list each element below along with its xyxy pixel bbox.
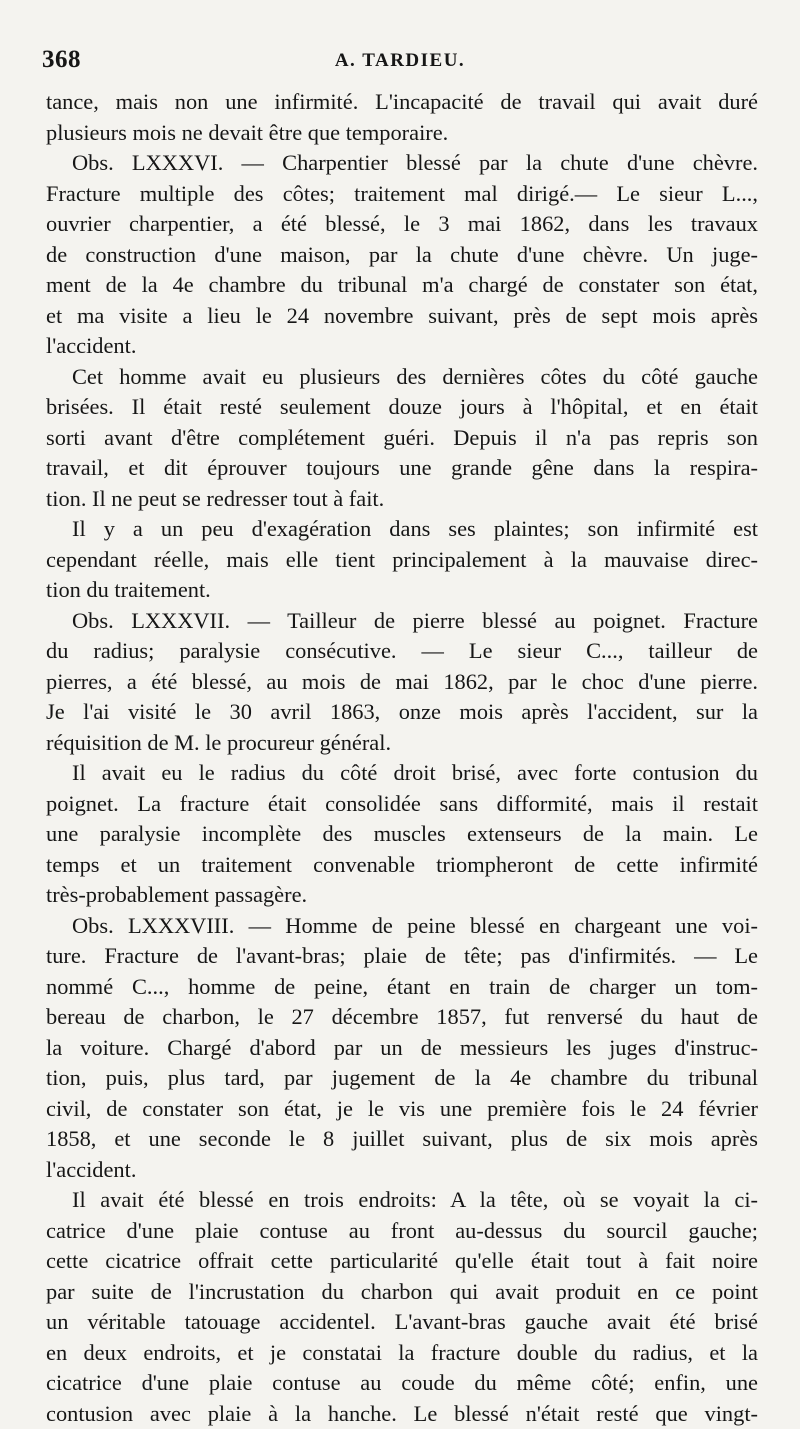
text-line: l'accident. [46, 1155, 758, 1186]
text-line: réquisition de M. le procureur général. [46, 728, 758, 759]
text-line: cette cicatrice offrait cette particularité qu'elle était tout à fait noire [46, 1246, 758, 1277]
body-text [46, 87, 758, 1429]
text-line: Il avait eu le radius du côté droit brisé, avec forte contusion du [46, 758, 758, 789]
text-line: pierres, a été blessé, au mois de mai 1862, par le choc d'une pierre. [46, 667, 758, 698]
text-line: de construction d'une maison, par la chute d'une chèvre. Un juge- [46, 240, 758, 271]
text-line: et ma visite a lieu le 24 novembre suivant, près de sept mois après [46, 301, 758, 332]
text-line: 1858, et une seconde le 8 juillet suivant, plus de six mois après [46, 1124, 758, 1155]
text-line: cicatrice d'une plaie contuse au coude du même côté; enfin, une [46, 1368, 758, 1399]
text-line: une paralysie incomplète des muscles extenseurs de la main. Le [46, 819, 758, 850]
text-line: ture. Fracture de l'avant-bras; plaie de tête; pas d'infirmités. — Le [46, 941, 758, 972]
page-header [40, 40, 760, 80]
text-line: du radius; paralysie consécutive. — Le sieur C..., tailleur de [46, 636, 758, 667]
text-line: tion, puis, plus tard, par jugement de la 4e chambre du tribunal [46, 1063, 758, 1094]
page-number: 368 [42, 46, 81, 74]
text-line: Fracture multiple des côtes; traitement mal dirigé.— Le sieur L..., [46, 179, 758, 210]
text-line: en deux endroits, et je constatai la fracture double du radius, et la [46, 1338, 758, 1369]
text-line: Cet homme avait eu plusieurs des dernières côtes du côté gauche [46, 362, 758, 393]
text-line: nommé C..., homme de peine, étant en train de charger un tom- [46, 972, 758, 1003]
text-line: tance, mais non une infirmité. L'incapacité de travail qui avait duré [46, 87, 758, 118]
text-line: plusieurs mois ne devait être que temporaire. [46, 118, 758, 149]
text-line: un véritable tatouage accidentel. L'avant-bras gauche avait été brisé [46, 1307, 758, 1338]
text-line: ouvrier charpentier, a été blessé, le 3 mai 1862, dans les travaux [46, 209, 758, 240]
text-line: par suite de l'incrustation du charbon qui avait produit en ce point [46, 1277, 758, 1308]
text-line: Il avait été blessé en trois endroits: A la tête, où se voyait la ci- [46, 1185, 758, 1216]
text-line: très-probablement passagère. [46, 880, 758, 911]
text-line: tion. Il ne peut se redresser tout à fait. [46, 484, 758, 515]
text-line: sorti avant d'être complétement guéri. Depuis il n'a pas repris son [46, 423, 758, 454]
text-line: cependant réelle, mais elle tient principalement à la mauvaise direc- [46, 545, 758, 576]
text-line: l'accident. [46, 331, 758, 362]
text-line: ment de la 4e chambre du tribunal m'a chargé de constater son état, [46, 270, 758, 301]
text-line: travail, et dit éprouver toujours une grande gêne dans la respira- [46, 453, 758, 484]
text-line: Obs. LXXXVIII. — Homme de peine blessé en chargeant une voi- [46, 911, 758, 942]
text-line: Je l'ai visité le 30 avril 1863, onze mois après l'accident, sur la [46, 697, 758, 728]
text-line: Il y a un peu d'exagération dans ses plaintes; son infirmité est [46, 514, 758, 545]
text-line: Obs. LXXXVI. — Charpentier blessé par la chute d'une chèvre. [46, 148, 758, 179]
text-line: catrice d'une plaie contuse au front au-dessus du sourcil gauche; [46, 1216, 758, 1247]
text-line: la voiture. Chargé d'abord par un de messieurs les juges d'instruc- [46, 1033, 758, 1064]
text-line: Obs. LXXXVII. — Tailleur de pierre blessé au poignet. Fracture [46, 606, 758, 637]
text-line: brisées. Il était resté seulement douze jours à l'hôpital, et en était [46, 392, 758, 423]
text-line: civil, de constater son état, je le vis une première fois le 24 février [46, 1094, 758, 1125]
text-line: poignet. La fracture était consolidée sans difformité, mais il restait [46, 789, 758, 820]
text-line: contusion avec plaie à la hanche. Le blessé n'était resté que vingt- [46, 1399, 758, 1429]
text-line: tion du traitement. [46, 575, 758, 606]
running-head: A. TARDIEU. [40, 50, 760, 72]
text-line: bereau de charbon, le 27 décembre 1857, fut renversé du haut de [46, 1002, 758, 1033]
text-line: temps et un traitement convenable triompheront de cette infirmité [46, 850, 758, 881]
